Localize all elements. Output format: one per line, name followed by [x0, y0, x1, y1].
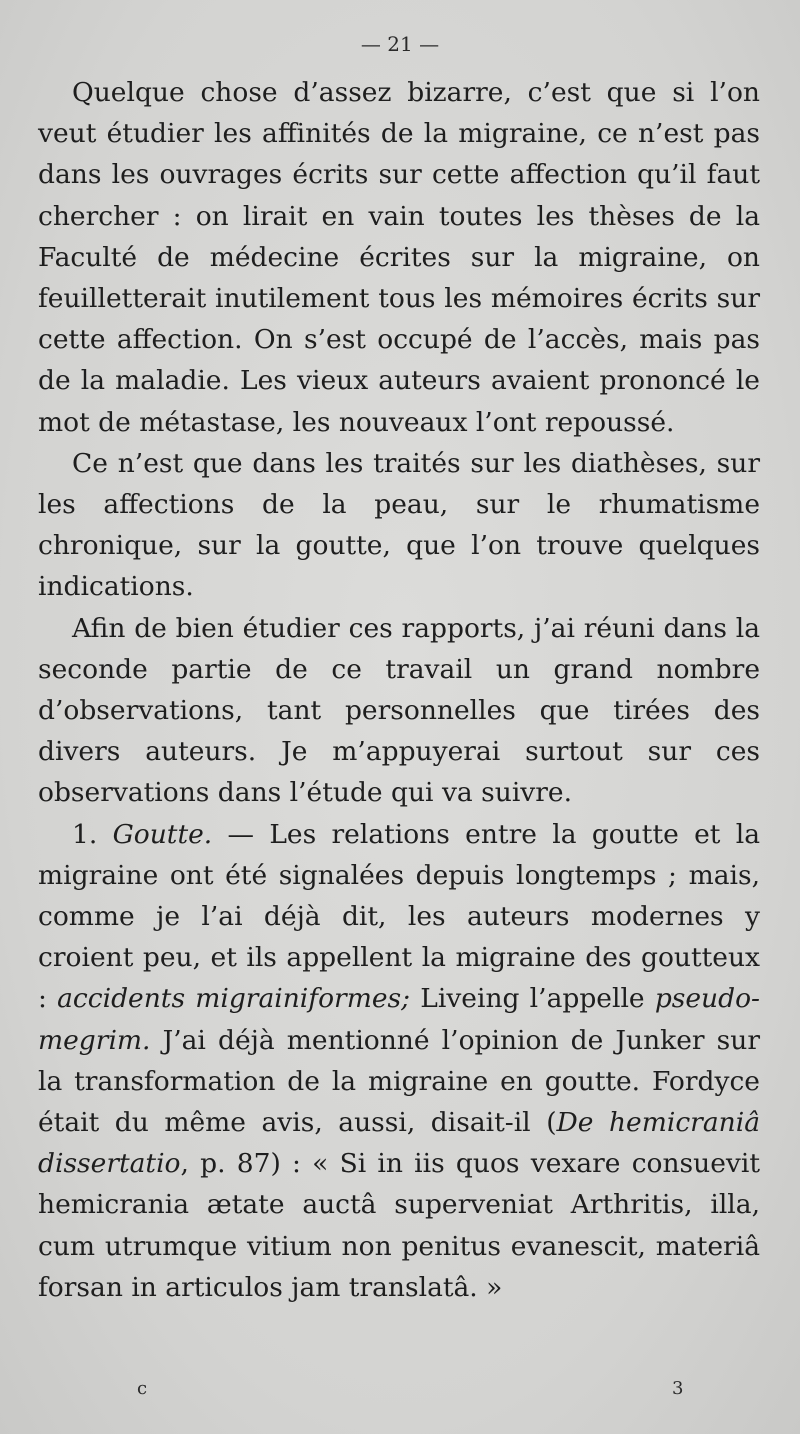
section-title: Goutte. — [112, 818, 213, 850]
signature-letter: c — [137, 1378, 148, 1399]
paragraph-intro: Quelque chose d’assez bizarre, c’est que si l’on veut étudier les affinités de la migraine, ce n’est pas dans les ouvrages écrits sur cette affection qu’il faut chercher : on lirait en vain toutes les thèses de la Faculté de médecine écrites sur la migraine, on feuilletterait inutilement tous les mémoires écrits sur cette affection. On s’est occupé de l’accès, mais pas de la maladie. Les vieux auteurs avaient prononcé le mot de métastase, les nouveaux l’ont repoussé. — [38, 77, 760, 438]
signature-number: 3 — [672, 1378, 684, 1399]
italic-accidents: accidents migrainiformes; — [57, 983, 411, 1015]
page-footer — [0, 1378, 800, 1408]
section-text-2: Liveing l’appelle — [410, 983, 655, 1015]
body-text — [38, 72, 760, 1308]
page-number: — 21 — — [360, 32, 440, 56]
paragraph-observations: Afin de bien étudier ces rapports, j’ai réuni dans la seconde partie de ce travail un grand nombre d’observations, tant personnelles que tirées des divers auteurs. Je m’appuyerai surtout sur ces observations dans l’étude qui va suivre. — [38, 612, 760, 809]
italic-pseudo-megrim: pseudo-megrim. — [38, 983, 760, 1056]
italic-citation-title: De hemicraniâ dissertatio — [38, 1107, 760, 1180]
section-number: 1. — [72, 818, 98, 850]
section-text-1: — Les relations entre la goutte et la migraine ont été signalées depuis longtemps ; mais, comme je l’ai déjà dit, les auteurs modernes y croient peu, et ils appellent la migraine des goutteux : — [38, 818, 760, 1015]
paragraph-goutte — [38, 814, 760, 1308]
section-text-4: , p. 87) : « Si in iis quos vexare consuevit hemicrania ætate auctâ superveniat Arthritis, illa, cum utrumque vitium non penitus evanescit, materiâ forsan in articulos jam translatâ. » — [38, 1148, 760, 1303]
section-text-3: J’ai déjà mentionné l’opinion de Junker sur la transformation de la migraine en goutte. Fordyce était du même avis, aussi, disait-il ( — [38, 1024, 760, 1139]
paragraph-diatheses: Ce n’est que dans les traités sur les diathèses, sur les affections de la peau, sur le rhumatisme chronique, sur la goutte, que l’on trouve quelques indications. — [38, 447, 760, 603]
